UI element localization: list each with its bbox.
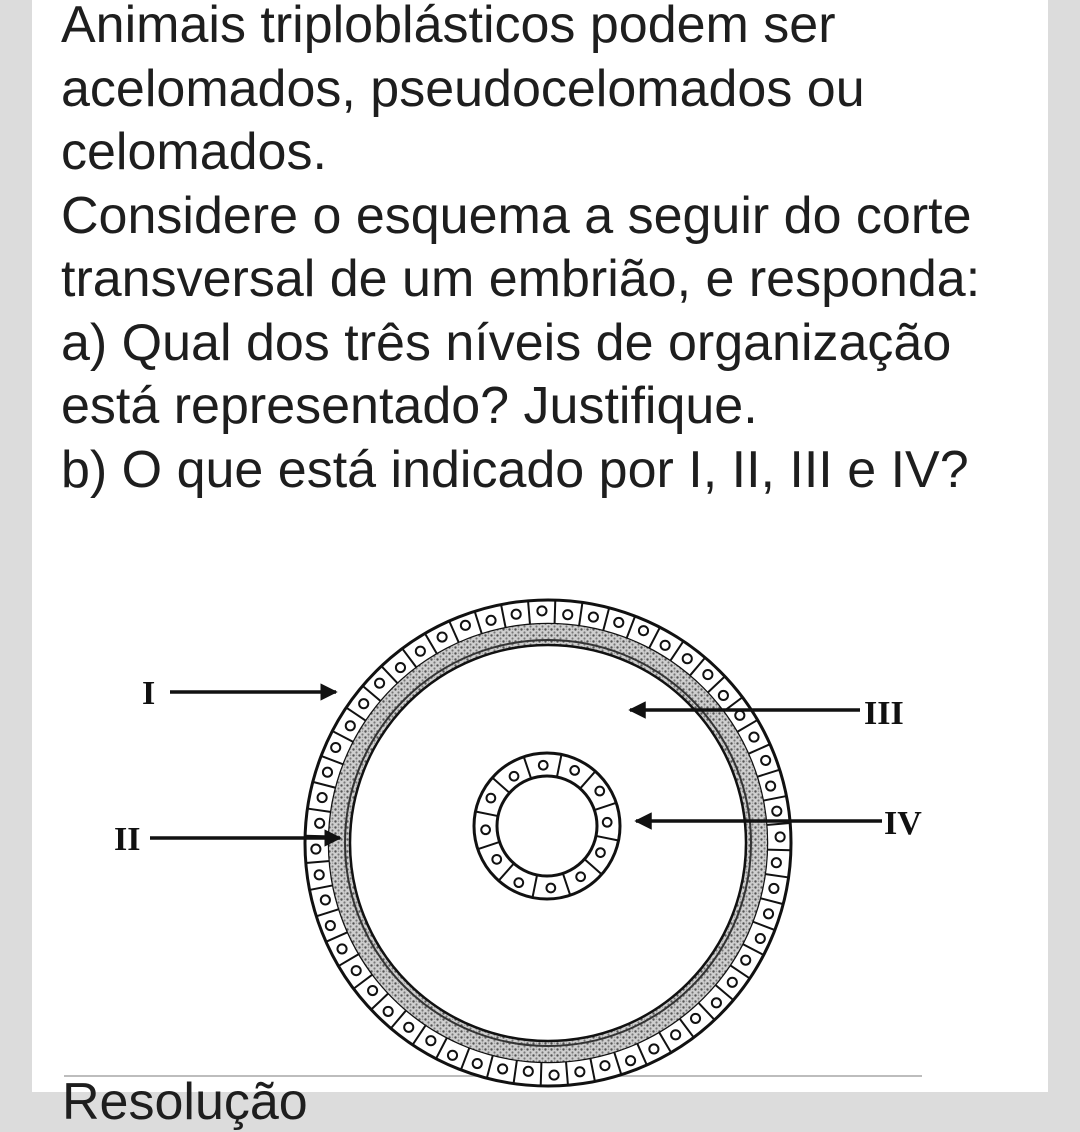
- cell-nucleus: [426, 1036, 435, 1045]
- cell-nucleus: [311, 844, 320, 853]
- cell-nucleus: [473, 1059, 482, 1068]
- question-line: a) Qual dos três níveis de organização: [61, 313, 952, 372]
- cell-nucleus: [448, 1051, 457, 1060]
- cell-nucleus: [691, 1014, 700, 1023]
- cell-nucleus: [486, 616, 495, 625]
- cell-nucleus: [315, 819, 324, 828]
- cell-nucleus: [766, 781, 775, 790]
- embryo-diagram: [64, 568, 922, 1078]
- cell-nucleus: [337, 944, 346, 953]
- cell-nucleus: [498, 1064, 507, 1073]
- cell-nucleus: [776, 832, 785, 841]
- cell-wall: [767, 850, 791, 851]
- cell-nucleus: [749, 733, 758, 742]
- cell-nucleus: [461, 621, 470, 630]
- cell-nucleus: [764, 909, 773, 918]
- cell-nucleus: [741, 956, 750, 965]
- cell-wall: [555, 600, 556, 624]
- question-line: acelomados, pseudocelomados ou: [61, 59, 865, 118]
- question-text: [61, 0, 1041, 502]
- label-i: I: [142, 675, 156, 712]
- cell-nucleus: [626, 1056, 635, 1065]
- cell-nucleus: [563, 610, 572, 619]
- cell-nucleus: [575, 1067, 584, 1076]
- label-ii: II: [114, 821, 141, 858]
- cell-nucleus: [603, 818, 612, 827]
- cell-nucleus: [661, 641, 670, 650]
- cell-nucleus: [761, 756, 770, 765]
- cell-nucleus: [375, 679, 384, 688]
- question-line: celomados.: [61, 123, 327, 181]
- cell-nucleus: [539, 761, 548, 770]
- cell-nucleus: [318, 793, 327, 802]
- cell-nucleus: [331, 743, 340, 752]
- cell-nucleus: [596, 848, 605, 857]
- cell-nucleus: [492, 855, 501, 864]
- question-line: transversal de um embrião, e responda:: [61, 250, 981, 308]
- cell-nucleus: [404, 1023, 413, 1032]
- cell-nucleus: [416, 647, 425, 656]
- cell-nucleus: [649, 1044, 658, 1053]
- cell-nucleus: [712, 998, 721, 1007]
- cell-nucleus: [595, 787, 604, 796]
- cell-nucleus: [384, 1007, 393, 1016]
- label-iii: III: [864, 695, 904, 732]
- cell-nucleus: [589, 613, 598, 622]
- cell-nucleus: [352, 966, 361, 975]
- cell-nucleus: [772, 858, 781, 867]
- cell-nucleus: [346, 721, 355, 730]
- cell-nucleus: [600, 1061, 609, 1070]
- label-iv: IV: [884, 805, 922, 842]
- cell-nucleus: [756, 934, 765, 943]
- question-line: b) O que está indicado por I, II, III e IV?: [61, 440, 969, 499]
- cell-nucleus: [576, 872, 585, 881]
- cell-nucleus: [524, 1067, 533, 1076]
- cell-nucleus: [683, 654, 692, 663]
- cell-nucleus: [396, 663, 405, 672]
- cell-nucleus: [546, 884, 555, 893]
- cell-nucleus: [703, 670, 712, 679]
- cell-nucleus: [359, 699, 368, 708]
- content-card: [32, 0, 1048, 1131]
- cell-nucleus: [510, 772, 519, 781]
- cell-nucleus: [514, 878, 523, 887]
- cell-nucleus: [728, 978, 737, 987]
- cell-nucleus: [321, 895, 330, 904]
- inner-tube: [474, 753, 620, 899]
- cell-nucleus: [323, 768, 332, 777]
- cut-off-heading: Resolução: [62, 1073, 308, 1131]
- cell-nucleus: [438, 632, 447, 641]
- cell-nucleus: [549, 1071, 558, 1080]
- cell-nucleus: [772, 807, 781, 816]
- cell-nucleus: [570, 766, 579, 775]
- cell-nucleus: [512, 610, 521, 619]
- question-line: Animais triploblásticos podem ser: [61, 0, 836, 54]
- cell-nucleus: [735, 711, 744, 720]
- embryo-cross-section-figure: [64, 568, 922, 1078]
- cell-wall: [541, 1062, 542, 1086]
- cell-nucleus: [326, 921, 335, 930]
- cell-nucleus: [769, 884, 778, 893]
- question-line: está representado? Justifique.: [61, 377, 758, 435]
- cell-nucleus: [315, 870, 324, 879]
- cell-nucleus: [639, 626, 648, 635]
- cell-nucleus: [368, 986, 377, 995]
- question-line: Considere o esquema a seguir do corte: [61, 186, 972, 245]
- cell-nucleus: [614, 618, 623, 627]
- cell-nucleus: [481, 825, 490, 834]
- cell-nucleus: [719, 691, 728, 700]
- cell-nucleus: [486, 794, 495, 803]
- cell-nucleus: [537, 606, 546, 615]
- cell-nucleus: [671, 1030, 680, 1039]
- label-i-group: [142, 675, 336, 712]
